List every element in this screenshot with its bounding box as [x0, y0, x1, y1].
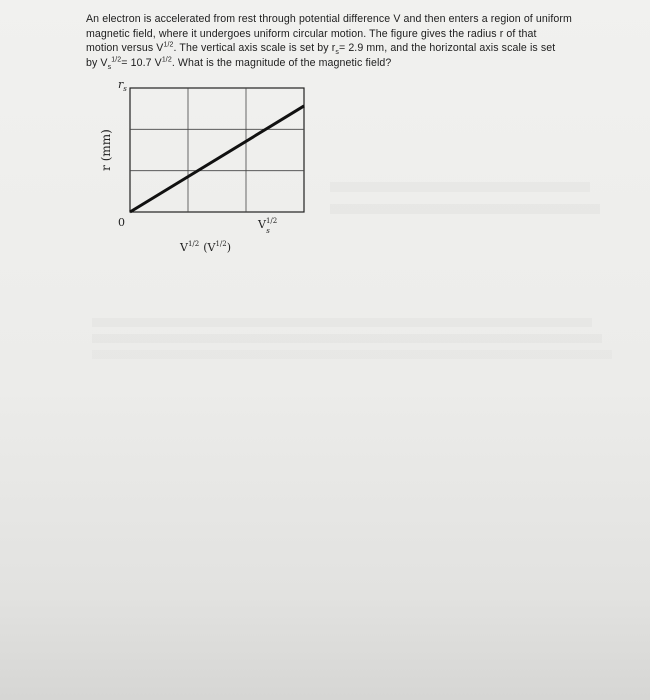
y-axis-label: r (mm) — [99, 129, 113, 171]
data-series — [130, 106, 304, 212]
series-line — [130, 106, 304, 212]
x-tick-zero: 0 — [118, 216, 125, 229]
radius-vs-voltage-figure — [88, 78, 318, 268]
bleed-through-1 — [330, 182, 590, 192]
problem-line-1: An electron is accelerated from rest through potential difference V and then enters a region of uniform — [86, 13, 572, 25]
grid — [130, 88, 304, 212]
chart-svg — [88, 78, 318, 268]
problem-line-4: by $V_s^{1/2}= 10.7$ $V^{1/2}$. What is the magnitude of the magnetic field? — [86, 55, 392, 71]
bleed-through-3 — [92, 318, 592, 327]
problem-line-2: magnetic field, where it undergoes uniform circular motion. The figure gives the radius r of that — [86, 27, 537, 40]
bleed-through-4 — [92, 334, 602, 343]
problem-statement — [86, 12, 616, 70]
y-tick-rs: $r_s$ — [118, 78, 127, 93]
bleed-through-5 — [92, 350, 612, 359]
problem-line-3: motion versus $V^{1/2}$. The vertical axis scale is set by $r_s= 2.9$ mm, and the horizontal axis scale is set — [86, 41, 556, 57]
x-axis-label: $V^{1/2}$ $(V^{1/2})$ — [180, 240, 232, 254]
x-tick-vs: $V^{1/2}$ s — [258, 217, 278, 235]
bleed-through-2 — [330, 204, 600, 214]
plot-frame — [130, 88, 304, 212]
